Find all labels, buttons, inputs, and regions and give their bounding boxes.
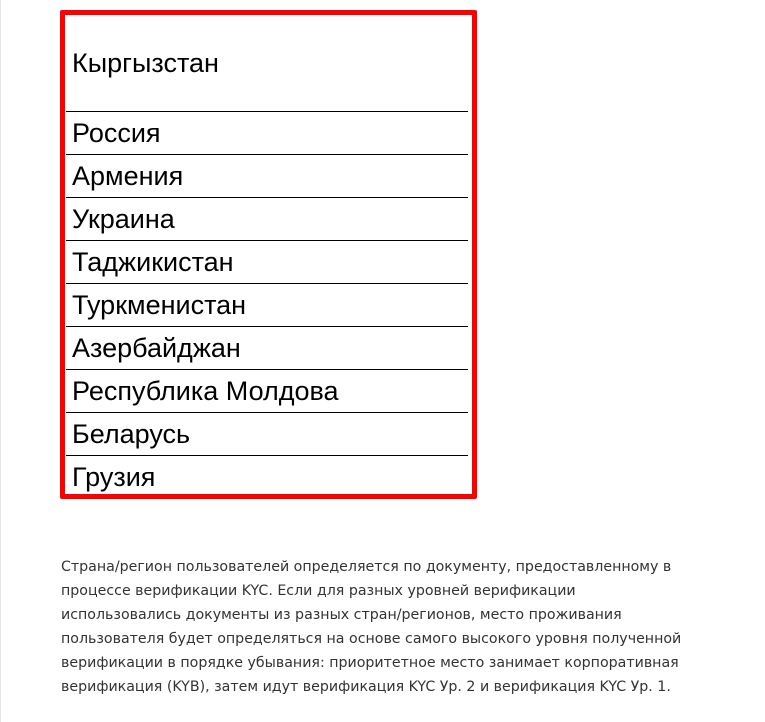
- country-cell: Грузия: [66, 456, 468, 499]
- table-row: [66, 370, 468, 413]
- table-row: [66, 16, 468, 112]
- country-list-highlight: [60, 10, 477, 499]
- country-cell: Туркменистан: [66, 284, 468, 327]
- table-row: [66, 241, 468, 284]
- country-cell: Армения: [66, 155, 468, 198]
- country-cell: Таджикистан: [66, 241, 468, 284]
- country-cell: Беларусь: [66, 413, 468, 456]
- table-row: [66, 198, 468, 241]
- country-table: [66, 16, 468, 498]
- residency-note: Страна/регион пользователей определяется по документу, предоставленному в процессе верификации KYC. Если для разных уровней верификации использовались документы из разных стран/регионов, место проживания пользователя будет определяться на основе самого высокого уровня полученной верификации в порядке убывания: приоритетное место занимает корпоративная верификация (KYB), затем идут верификация KYC Ур. 2 и верификация KYC Ур. 1.: [61, 559, 682, 695]
- table-row: [66, 456, 468, 499]
- table-row: [66, 327, 468, 370]
- country-cell: Кыргызстан: [66, 16, 468, 112]
- table-row: [66, 155, 468, 198]
- table-row: [66, 112, 468, 155]
- table-row: [66, 413, 468, 456]
- country-cell: Россия: [66, 112, 468, 155]
- country-cell: Республика Молдова: [66, 370, 468, 413]
- page-left-edge: [0, 0, 1, 722]
- country-cell: Украина: [66, 198, 468, 241]
- table-row: [66, 284, 468, 327]
- country-cell: Азербайджан: [66, 327, 468, 370]
